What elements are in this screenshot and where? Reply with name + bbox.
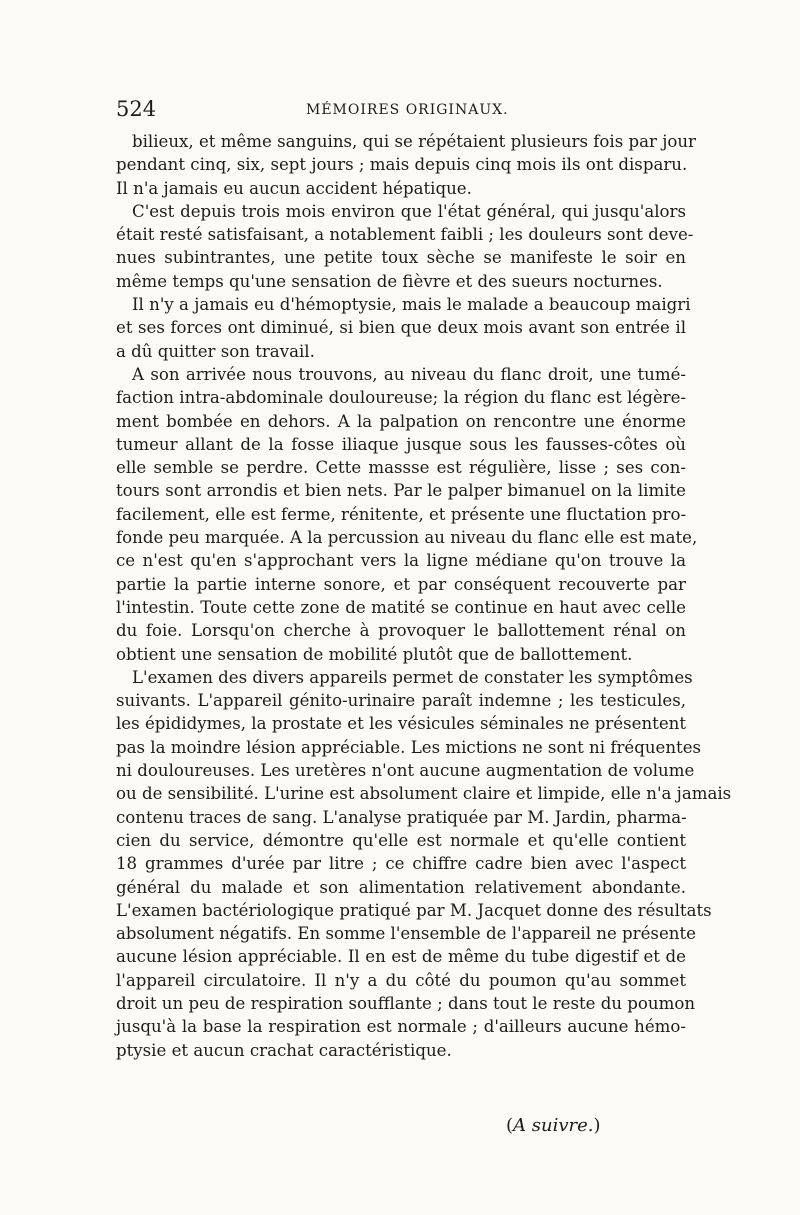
- text-line: aucune lésion appréciable. Il en est de même du tube digestif et de: [116, 947, 686, 967]
- text-line: général du malade et son alimentation relativement abondante.: [116, 877, 686, 897]
- continuation-note: [506, 1115, 601, 1136]
- text-line: et ses forces ont diminué, si bien que deux mois avant son entrée il: [116, 318, 686, 338]
- paragraph: [116, 666, 732, 1062]
- text-line: ment bombée en dehors. A la palpation on rencontre une énorme: [116, 411, 686, 431]
- text-line: partie la partie interne sonore, et par conséquent recouverte par: [116, 574, 686, 594]
- page-number: 524: [116, 97, 157, 121]
- text-line: Il n'a jamais eu aucun accident hépatique.: [116, 178, 472, 198]
- paragraph: [116, 293, 691, 363]
- text-line: ptysie et aucun crachat caractéristique.: [116, 1040, 452, 1060]
- running-header: [116, 97, 696, 125]
- text-line: suivants. L'appareil génito-urinaire paraît indemne ; les testicules,: [116, 691, 686, 711]
- text-line: était resté satisfaisant, a notablement faibli ; les douleurs sont deve-: [116, 225, 694, 245]
- text-line: ou de sensibilité. L'urine est absolument claire et limpide, elle n'a jamais: [116, 784, 732, 804]
- paragraph: [116, 363, 698, 666]
- text-line: droit un peu de respiration soufflante ; dans tout le reste du poumon: [116, 993, 696, 1013]
- text-line: C'est depuis trois mois environ que l'état général, qui jusqu'alors: [132, 201, 686, 221]
- text-line: faction intra-abdominale douloureuse; la région du flanc est légère-: [116, 388, 686, 408]
- paragraph: [116, 130, 696, 200]
- text-line: bilieux, et même sanguins, qui se répétaient plusieurs fois par jour: [132, 132, 696, 151]
- text-line: pas la moindre lésion appréciable. Les mictions ne sont ni fréquentes: [116, 737, 702, 757]
- text-line: nues subintrantes, une petite toux sèche se manifeste le soir en: [116, 248, 686, 268]
- text-line: facilement, elle est ferme, rénitente, et présente une fluctation pro-: [116, 504, 687, 524]
- text-line: A son arrivée nous trouvons, au niveau du flanc droit, une tumé-: [132, 364, 686, 384]
- article-body: [116, 130, 732, 1062]
- text-line: L'examen des divers appareils permet de constater les symptômes: [132, 667, 693, 687]
- text-line: L'examen bactériologique pratiqué par M. Jacquet donne des résultats: [116, 900, 712, 920]
- text-line: jusqu'à la base la respiration est normale ; d'ailleurs aucune hémo-: [116, 1017, 686, 1037]
- text-line: elle semble se perdre. Cette massse est régulière, lisse ; ses con-: [116, 458, 686, 478]
- text-line: fonde peu marquée. A la percussion au niveau du flanc elle est mate,: [116, 528, 698, 548]
- text-line: a dû quitter son travail.: [116, 341, 315, 361]
- continuation-close-paren: ): [593, 1115, 601, 1136]
- text-line: tumeur allant de la fosse iliaque jusque sous les fausses-côtes où: [116, 434, 686, 454]
- text-line: obtient une sensation de mobilité plutôt que de ballottement.: [116, 644, 633, 664]
- paragraph: [116, 200, 694, 293]
- continuation-open-paren: (: [506, 1115, 514, 1136]
- continuation-text: A suivre.: [513, 1115, 594, 1136]
- text-line: tours sont arrondis et bien nets. Par le palper bimanuel on la limite: [116, 481, 686, 501]
- text-line: les épididymes, la prostate et les vésicules séminales ne présentent: [116, 714, 686, 734]
- text-line: ni douloureuses. Les uretères n'ont aucune augmentation de volume: [116, 761, 695, 781]
- text-line: même temps qu'une sensation de fièvre et des sueurs nocturnes.: [116, 271, 663, 291]
- text-line: contenu traces de sang. L'analyse pratiquée par M. Jardin, pharma-: [116, 807, 687, 827]
- text-line: 18 grammes d'urée par litre ; ce chiffre cadre bien avec l'aspect: [116, 854, 686, 874]
- text-line: pendant cinq, six, sept jours ; mais depuis cinq mois ils ont disparu.: [116, 155, 688, 175]
- text-line: l'intestin. Toute cette zone de matité se continue en haut avec celle: [116, 597, 686, 617]
- running-title: MÉMOIRES ORIGINAUX.: [306, 102, 509, 118]
- text-line: Il n'y a jamais eu d'hémoptysie, mais le malade a beaucoup maigri: [132, 295, 691, 315]
- text-line: ce n'est qu'en s'approchant vers la ligne médiane qu'on trouve la: [116, 551, 686, 571]
- text-line: cien du service, démontre qu'elle est normale et qu'elle contient: [116, 830, 686, 850]
- text-line: l'appareil circulatoire. Il n'y a du côté du poumon qu'au sommet: [116, 970, 686, 990]
- text-line: du foie. Lorsqu'on cherche à provoquer le ballottement rénal on: [116, 621, 686, 641]
- text-line: absolument négatifs. En somme l'ensemble de l'appareil ne présente: [116, 924, 696, 944]
